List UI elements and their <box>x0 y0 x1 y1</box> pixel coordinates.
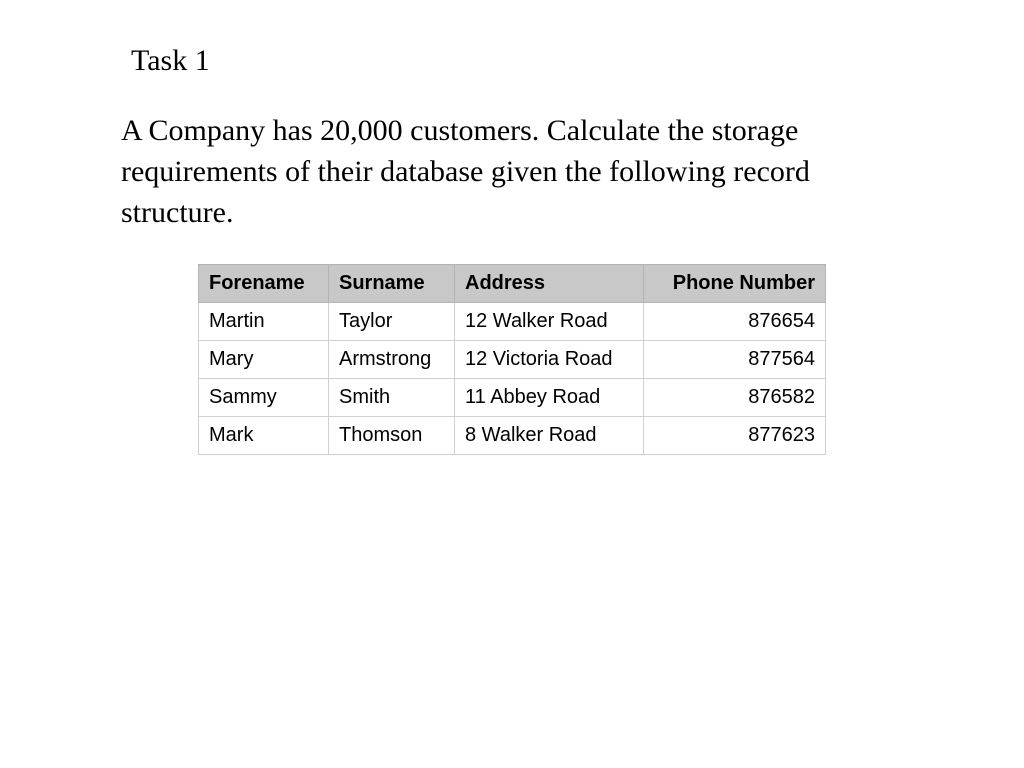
header-surname: Surname <box>329 265 455 303</box>
task-description: A Company has 20,000 customers. Calculate the storage requirements of their database given the following record structure. <box>121 114 810 229</box>
cell-phone-number: 876654 <box>644 303 826 341</box>
cell-address: 8 Walker Road <box>455 417 644 455</box>
cell-forename: Martin <box>199 303 329 341</box>
cell-surname: Smith <box>329 379 455 417</box>
cell-phone-number: 877623 <box>644 417 826 455</box>
cell-surname: Thomson <box>329 417 455 455</box>
table-body <box>199 303 826 455</box>
cell-surname: Taylor <box>329 303 455 341</box>
table-header-row <box>199 265 826 303</box>
cell-forename: Sammy <box>199 379 329 417</box>
table-header <box>199 265 826 303</box>
cell-address: 12 Victoria Road <box>455 341 644 379</box>
header-address: Address <box>455 265 644 303</box>
table-row <box>199 379 826 417</box>
record-structure-table <box>198 264 826 455</box>
table-row <box>199 303 826 341</box>
cell-address: 11 Abbey Road <box>455 379 644 417</box>
cell-surname: Armstrong <box>329 341 455 379</box>
table-row <box>199 417 826 455</box>
table-row <box>199 341 826 379</box>
header-forename: Forename <box>199 265 329 303</box>
header-phone-number: Phone Number <box>644 265 826 303</box>
cell-address: 12 Walker Road <box>455 303 644 341</box>
cell-phone-number: 876582 <box>644 379 826 417</box>
cell-forename: Mark <box>199 417 329 455</box>
cell-forename: Mary <box>199 341 329 379</box>
cell-phone-number: 877564 <box>644 341 826 379</box>
slide-title: Task 1 <box>131 44 210 77</box>
